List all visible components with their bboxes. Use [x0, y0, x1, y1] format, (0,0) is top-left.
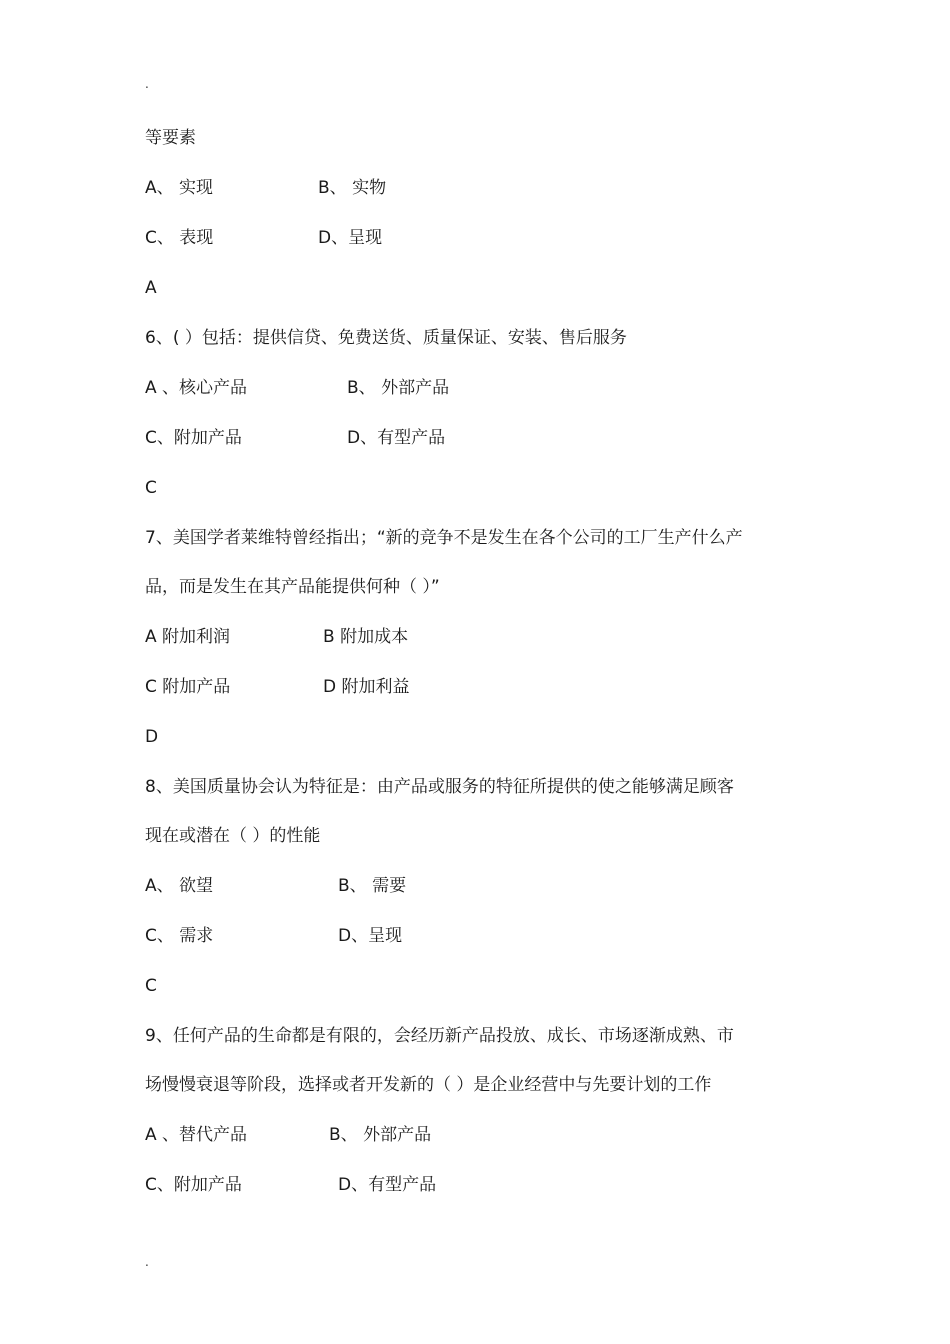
- q9-option-d: D、有型产品: [338, 1175, 437, 1195]
- q7-answer: D: [145, 727, 159, 747]
- q8-option-row-2: [145, 924, 403, 948]
- q6-option-a: A 、核心产品: [145, 378, 248, 398]
- q7-option-a: A 附加利润: [145, 627, 231, 647]
- q8-option-c: C、 需求: [145, 926, 214, 946]
- q5-answer: A: [145, 278, 157, 298]
- q6-answer: C: [145, 478, 157, 498]
- q6-option-row-1: [145, 376, 450, 400]
- q5-option-row-2: [145, 226, 383, 250]
- q8-option-a: A、 欲望: [145, 876, 214, 896]
- q7-stem-line-2: 品，而是发生在其产品能提供何种（ ）”: [145, 577, 440, 597]
- q7-option-d: D 附加利益: [323, 677, 410, 697]
- q6-option-b: B、 外部产品: [347, 378, 450, 398]
- q9-option-row-1: [145, 1123, 432, 1147]
- q6-option-d: D、有型产品: [347, 428, 446, 448]
- q9-option-row-2: [145, 1173, 437, 1197]
- q7-option-c: C 附加产品: [145, 677, 231, 697]
- q9-option-b: B、 外部产品: [329, 1125, 432, 1145]
- q6-stem: 6、( ）包括：提供信贷、免费送货、质量保证、安装、售后服务: [145, 328, 627, 348]
- q8-option-d: D、呈现: [338, 926, 403, 946]
- footer-mark: .: [145, 1255, 149, 1269]
- q8-stem-line-2: 现在或潜在（ ）的性能: [145, 826, 321, 846]
- header-mark: .: [145, 77, 149, 91]
- q9-stem-line-2: 场慢慢衰退等阶段，选择或者开发新的（ ）是企业经营中与先要计划的工作: [145, 1075, 712, 1095]
- q9-stem-line-1: 9、任何产品的生命都是有限的，会经历新产品投放、成长、市场逐渐成熟、市: [145, 1026, 734, 1046]
- q7-option-row-2: [145, 675, 410, 699]
- q8-stem-line-1: 8、美国质量协会认为特征是：由产品或服务的特征所提供的使之能够满足顾客: [145, 777, 734, 797]
- q9-option-a: A 、替代产品: [145, 1125, 248, 1145]
- q7-option-b: B 附加成本: [323, 627, 409, 647]
- q8-option-row-1: [145, 874, 407, 898]
- q5-option-a: A、 实现: [145, 178, 214, 198]
- q9-option-c: C、附加产品: [145, 1175, 242, 1195]
- q5-option-b: B、 实物: [318, 178, 387, 198]
- q7-option-row-1: [145, 625, 409, 649]
- q5-tail-text: 等要素: [145, 128, 196, 148]
- q8-option-b: B、 需要: [338, 876, 407, 896]
- q7-stem-line-1: 7、美国学者莱维特曾经指出；“新的竞争不是发生在各个公司的工厂生产什么产: [145, 528, 743, 548]
- q6-option-row-2: [145, 426, 446, 450]
- q5-option-d: D、呈现: [318, 228, 383, 248]
- q6-option-c: C、附加产品: [145, 428, 242, 448]
- q5-option-row-1: [145, 176, 387, 200]
- q5-option-c: C、 表现: [145, 228, 214, 248]
- q8-answer: C: [145, 976, 157, 996]
